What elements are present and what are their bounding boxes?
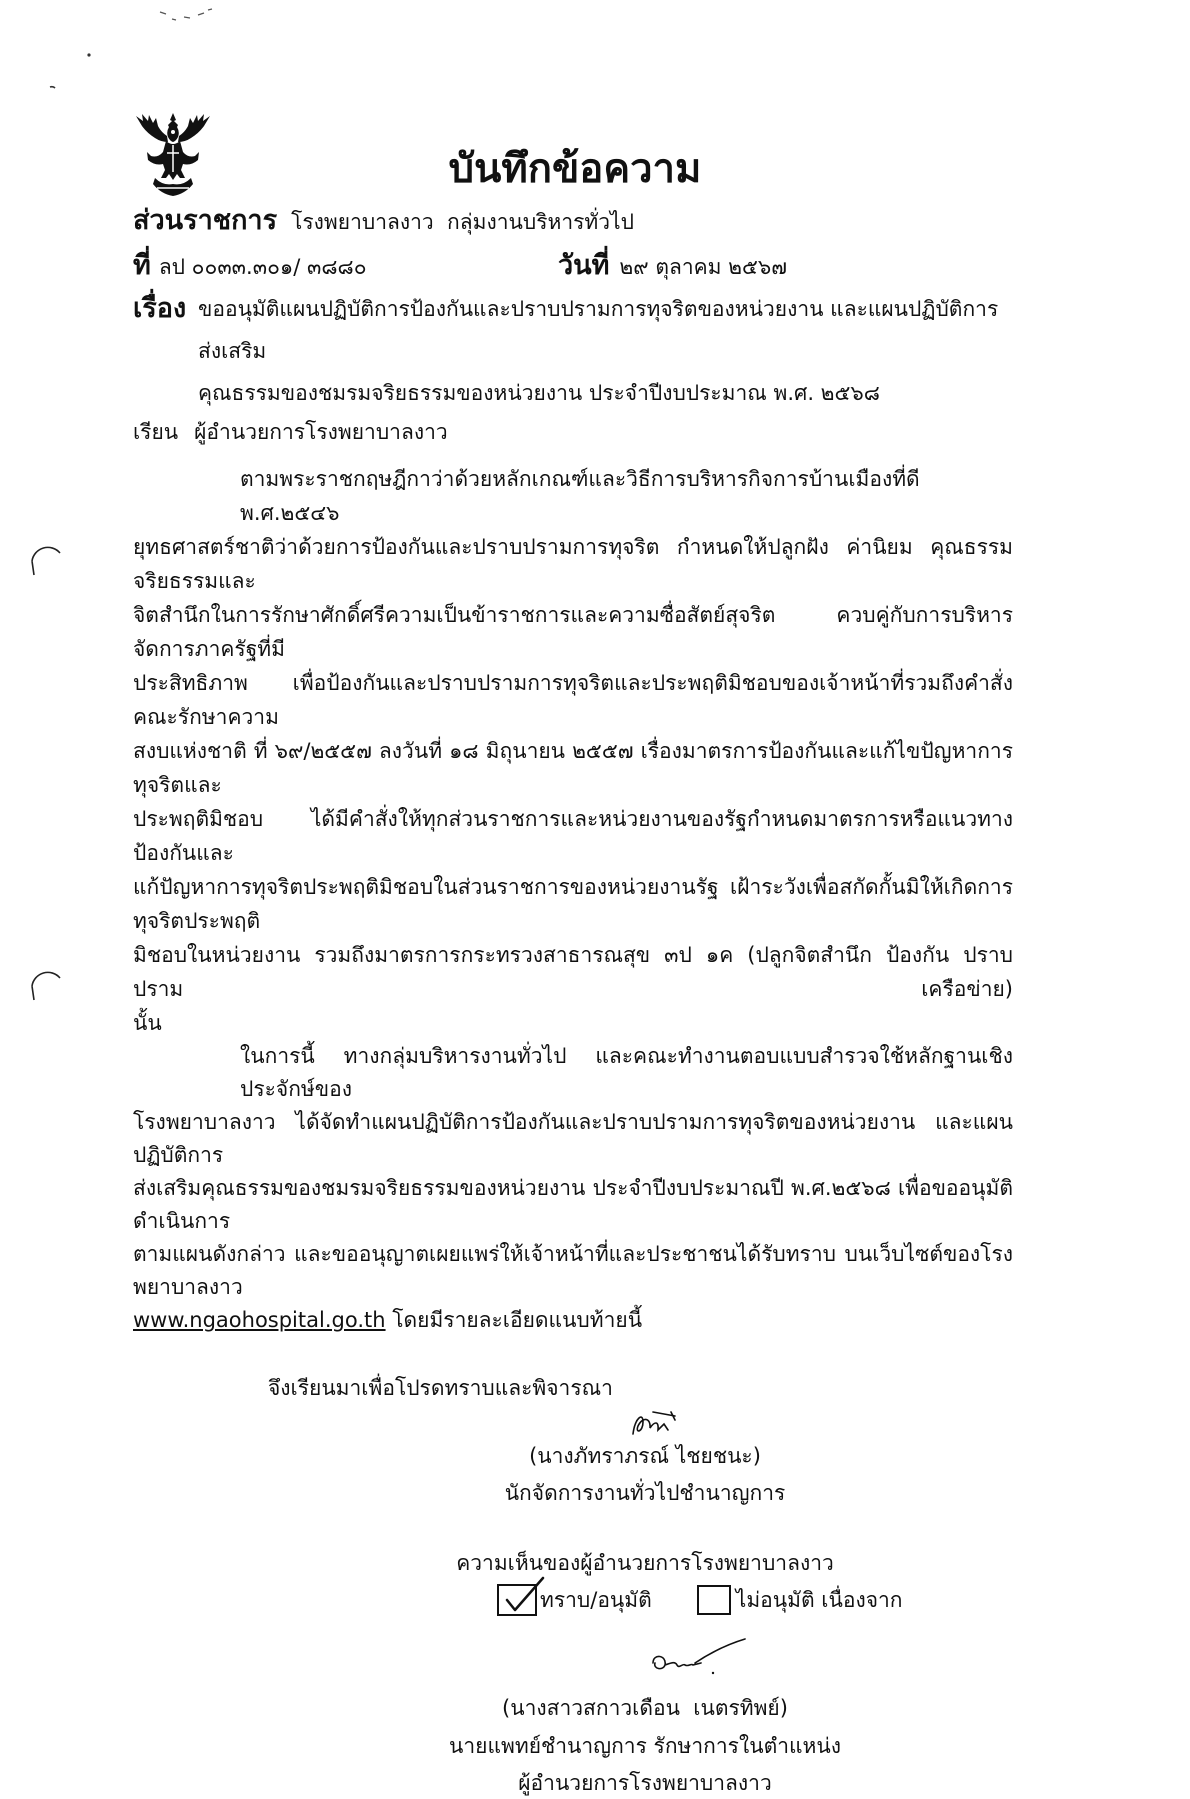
date-value: ๒๙ ตุลาคม ๒๕๖๗ — [619, 255, 788, 279]
sender-signature-block — [445, 1406, 845, 1509]
punch-hole-mark — [26, 545, 66, 585]
approve-label: ทราบ/อนุมัติ — [540, 1588, 652, 1612]
subject-line: ขออนุมัติแผนปฏิบัติการป้องกันและปราบปรามการทุจริตของหน่วยงาน และแผนปฏิบัติการส่งเสริม — [198, 297, 999, 363]
paragraph-line: แก้ปัญหาการทุจริตประพฤติมิชอบในส่วนราชการของหน่วยงานรัฐ เฝ้าระวังเพื่อสกัดกั้นมิให้เกิดการทุจริตประพฤติ — [133, 875, 1013, 933]
paragraph-line: นั้น — [133, 1011, 162, 1035]
scan-noise — [0, 0, 230, 100]
paragraph-line: ประพฤติมิชอบ ได้มีคำสั่งให้ทุกส่วนราชการและหน่วยงานของรัฐกำหนดมาตรการหรือแนวทางป้องกันและ — [133, 807, 1013, 865]
closing-line: จึงเรียนมาเพื่อโปรดทราบและพิจารณา — [268, 1376, 613, 1400]
salutation-label: เรียน — [133, 420, 179, 444]
reject-checkbox — [697, 1585, 731, 1615]
approve-checkbox — [497, 1584, 537, 1616]
paragraph-1 — [133, 462, 1013, 1040]
agency-row — [133, 206, 1013, 237]
reject-label: ไม่อนุมัติ เนื่องจาก — [735, 1588, 903, 1612]
paragraph-line: ในการนี้ ทางกลุ่มบริหารงานทั่วไป และคณะทำงานตอบแบบสำรวจใช้หลักฐานเชิงประจักษ์ของ — [240, 1044, 1013, 1101]
sender-name: (นางภัทราภรณ์ ไชยชนะ) — [529, 1444, 761, 1468]
paragraph-line: จิตสำนึกในการรักษาศักดิ์ศรีความเป็นข้าราชการและความซื่อสัตย์สุจริต ควบคู่กับการบริหารจัดการภาครัฐที่มี — [133, 603, 1013, 661]
date-label: วันที่ — [558, 250, 610, 281]
director-name: (นางสาวสกาวเดือน เนตรทิพย์) — [502, 1696, 788, 1720]
garuda-emblem-icon — [133, 112, 213, 198]
subject-line: คุณธรรมของชมรมจริยธรรมของหน่วยงาน ประจำปีงบประมาณ พ.ศ. ๒๕๖๘ — [198, 381, 880, 405]
paragraph-line: ตามพระราชกฤษฎีกาว่าด้วยหลักเกณฑ์และวิธีการบริหารกิจการบ้านเมืองที่ดี พ.ศ.๒๕๔๖ — [240, 467, 920, 525]
paragraph-line: ประสิทธิภาพ เพื่อป้องกันและปราบปรามการทุจริตและประพฤติมิชอบของเจ้าหน้าที่รวมถึงคำสั่งคณะรักษาความ — [133, 671, 1013, 729]
page-title: บันทึกข้อความ — [448, 146, 702, 192]
memo-content — [133, 206, 1013, 1799]
approval-options — [497, 1584, 1013, 1616]
paragraph-line: ส่งเสริมคุณธรรมของชมรมจริยธรรมของหน่วยงาน ประจำปีงบประมาณปี พ.ศ.๒๕๖๘ เพื่อขออนุมัติดำเนินการ — [133, 1176, 1013, 1233]
paragraph-line: โรงพยาบาลงาว ได้จัดทำแผนปฏิบัติการป้องกันและปราบปรามการทุจริตของหน่วยงาน และแผนปฏิบัติการ — [133, 1110, 1013, 1167]
director-opinion-heading: ความเห็นของผู้อำนวยการโรงพยาบาลงาว — [456, 1551, 834, 1575]
agency-value: โรงพยาบาลงาว กลุ่มงานบริหารทั่วไป — [291, 210, 634, 234]
paragraph-line: สงบแห่งชาติ ที่ ๖๙/๒๕๕๗ ลงวันที่ ๑๘ มิถุนายน ๒๕๕๗ เรื่องมาตรการป้องกันและแก้ไขปัญหาการทุจริตและ — [133, 739, 1013, 797]
punch-hole-mark — [26, 968, 66, 1008]
director-position: นายแพทย์ชำนาญการ รักษาการในตำแหน่ง — [449, 1734, 841, 1758]
subject-row — [133, 288, 1013, 414]
paragraph-line: ตามแผนดังกล่าว และขออนุญาตเผยแพร่ให้เจ้าหน้าที่และประชาชนได้รับทราบ บนเว็บไซต์ของโรงพยาบาลงาว — [133, 1242, 1013, 1299]
salutation-row — [133, 417, 1013, 447]
paragraph-line — [133, 1304, 1013, 1337]
date-group — [558, 251, 787, 282]
paragraph-2 — [133, 1040, 1013, 1337]
subject-text — [198, 288, 1013, 414]
director-signature-block — [445, 1633, 845, 1799]
checkmark-icon — [503, 1574, 547, 1614]
sender-position: นักจัดการงานทั่วไปชำนาญการ — [504, 1481, 786, 1505]
reference-number: ลป ๐๐๓๓.๓๐๑/ ๓๘๘๐ — [158, 255, 367, 279]
director-acting-position: ผู้อำนวยการโรงพยาบาลงาว — [518, 1771, 772, 1795]
director-signature — [645, 1633, 750, 1678]
addressee: ผู้อำนวยการโรงพยาบาลงาว — [194, 420, 448, 444]
agency-label: ส่วนราชการ — [133, 205, 278, 236]
sender-signature — [625, 1406, 685, 1440]
subject-label: เรื่อง — [133, 293, 187, 324]
website-link[interactable]: www.ngaohospital.go.th — [133, 1308, 386, 1332]
paragraph-line: มิชอบในหน่วยงาน รวมถึงมาตรการกระทรวงสาธารณสุข ๓ป ๑ค (ปลูกจิตสำนึก ป้องกัน ปราบปราม เครือข่าย) — [133, 943, 1013, 1001]
paragraph-line: ยุทธศาสตร์ชาติว่าด้วยการป้องกันและปราบปรามการทุจริต กำหนดให้ปลูกฝัง ค่านิยม คุณธรรม จริยธรรมและ — [133, 535, 1013, 593]
reference-row — [133, 251, 1013, 282]
attachment-note: โดยมีรายละเอียดแนบท้ายนี้ — [385, 1308, 643, 1332]
reference-label: ที่ — [133, 250, 151, 281]
